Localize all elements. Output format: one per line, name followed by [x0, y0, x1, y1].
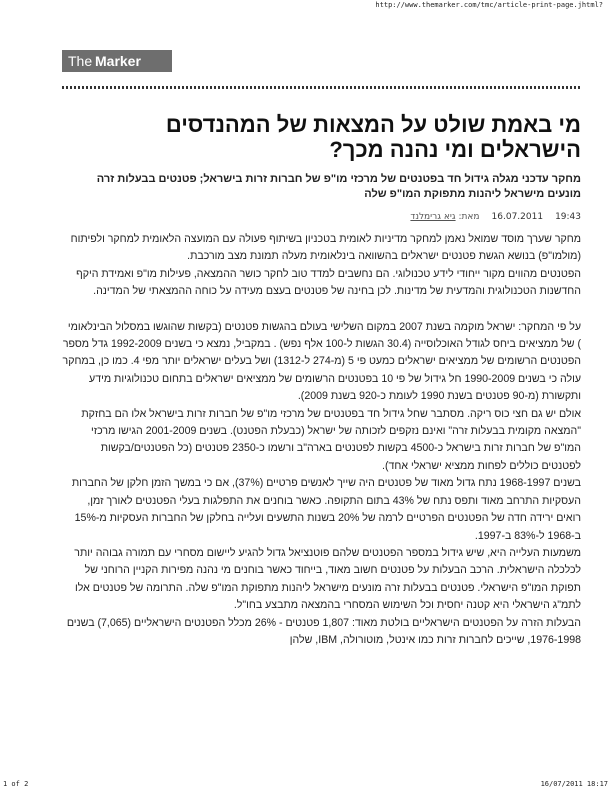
svg-text:The: The [68, 53, 93, 69]
article-subtitle: מחקר עדכני מגלה גידול חד בפטנטים של מרכזי מו"פ של חברות זרות בישראל; פטנטים בבעלות זרה מונעים מישראל ליהנות מתפוקת המו"פ שלה [96, 173, 581, 200]
paragraph: אולם יש גם חצי כוס ריקה. מסתבר שחל גידול חד בפטנטים של מרכזי מו"פ של חברות זרות בישראל אלו הם בחזקת "המצאה מקומית בבעלות זרה" ואינם נזקפים לזכותה של ישראל (כבעלת הפטנט). בשנים 2001-2009 הגישו מרכזי המו"פ של חברות זרות בישראל כ-4500 בקשות לפטנטים בארה"ב ורשמו כ-2350 פטנטים (כל הפטנטים/בקשות לפטנטים כוללים לפחות ממציא ישראלי אחד). [81, 407, 581, 472]
article [62, 112, 581, 649]
article-body [62, 231, 581, 649]
paragraph: על פי המחקר: ישראל מוקמה בשנת 2007 במקום השלישי בעולם בהגשות פטנטים (בקשות שהוגשו במסלול הבינלאומי ) של ממציאים ביחס לגודל האוכלוסייה (30.4 הגשות ל-100 אלף נפש) . במקביל, נמצא כי בשנים 1992-2009 גדל מספר הפטנטים הרשומים של ממציאים ישראלים כמעט פי 5 (מ-274 ל-1312) ושל בעלים ישראלים יותר מפי 4. כמו כן, במחקר עולה כי בשנים 1990-2009 חל גידול של פי 10 בפטנטים הרשומים של ממציאים ישראלים בתחום טכנולוגיות מידע ותקשורת (מ-90 פטנטים בשנת 1990 לעומת כ-920 בשנת 2009). [62, 320, 581, 403]
paragraph: מחקר שערך מוסד שמואל נאמן למחקר מדיניות לאומית בטכניון בשיתוף פעולה עם המועצה הלאומית למחקר ולפיתוח (מולמו"פ) בנושא הגשת פטנטים ישראלים בהשוואה בינלאומית מעלה תמונת מצב מורכבת. [70, 233, 581, 263]
dotted-separator [62, 86, 581, 89]
article-time: 19:43 [555, 212, 581, 222]
page-number: 1 of 2 [3, 780, 29, 788]
article-date: 16.07.2011 [491, 212, 544, 222]
article-author [410, 211, 479, 223]
print-timestamp: 16/07/2011 18:17 [540, 780, 608, 788]
paragraph: הפטנטים מהווים מקור ייחודי לידע טכנולוגי. הם נחשבים למדד טוב לחקר כושר ההמצאה, פעילות מו"פ ואמידת היקף החדשנות הטכנולוגית והמדעית של מדינות. לכן בחינה של פטנטים בעצם מעידה על כוחה ההמצאתי של המדינה. [76, 267, 581, 298]
author-prefix: מאת: [458, 212, 480, 222]
page-url: http://www.themarker.com/tmc/article-print-page.jhtml? [375, 1, 603, 9]
article-meta [62, 211, 581, 223]
article-headline: מי באמת שולט על המצאות של המהנדסים הישראלים ומי נהנה מכך? [165, 112, 581, 162]
paragraph: בשנים 1968-1997 נתח גדול מאוד של פטנטים היה שייך לאנשים פרטיים (37%), אם כי במשך הזמן חלקן של החברות העסקיות התרחב מאוד ותפס נתח של 43% בתום התקופה. כאשר בוחנים את התפלגות בעלי הפטנטים לאורך זמן, רואים ירידה חדה של הפטנטים הפרטיים לרמה של 20% בשנות התשעים ועלייה בחלקן של החברות העסקיות מ-15% ב-1968 ל-83% ב-1997. [71, 477, 581, 542]
svg-text:Marker: Marker [95, 53, 141, 69]
themarker-logo [62, 50, 172, 72]
paragraph: משמעות העלייה היא, שיש גידול במספר הפטנטים שלהם פוטנציאל גדול להגיע ליישום מסחרי עם תמורה גבוהה יותר לכלכלה הישראלית. הרכב הבעלות על פטנטים חשוב מאוד, בייחוד כאשר בוחנים מי נהנה מפירות הקניין הרוחני של תפוקת המו"פ הישראלי. פטנטים בבעלות זרה מונעים מישראל ליהנות מתפוקת המו"פ שלה. התרומה של פטנטים אלו לתמ"ג הישראלי היא קטנה יחסית וכל השימוש המסחרי בהמצאה מתבצע בחו"ל. [74, 546, 581, 612]
author-link[interactable]: גיא גרימלנד [410, 212, 456, 222]
paragraph: הבעלות הזרה על הפטנטים הישראליים בולטת מאוד: 1,807 פטנטים - 26% מכלל הפטנטים הישראליים (7,065) בשנים 1976-1998, שייכים לחברות זרות כמו אינטל, מוטורולה, IBM, שלהן [66, 616, 581, 646]
